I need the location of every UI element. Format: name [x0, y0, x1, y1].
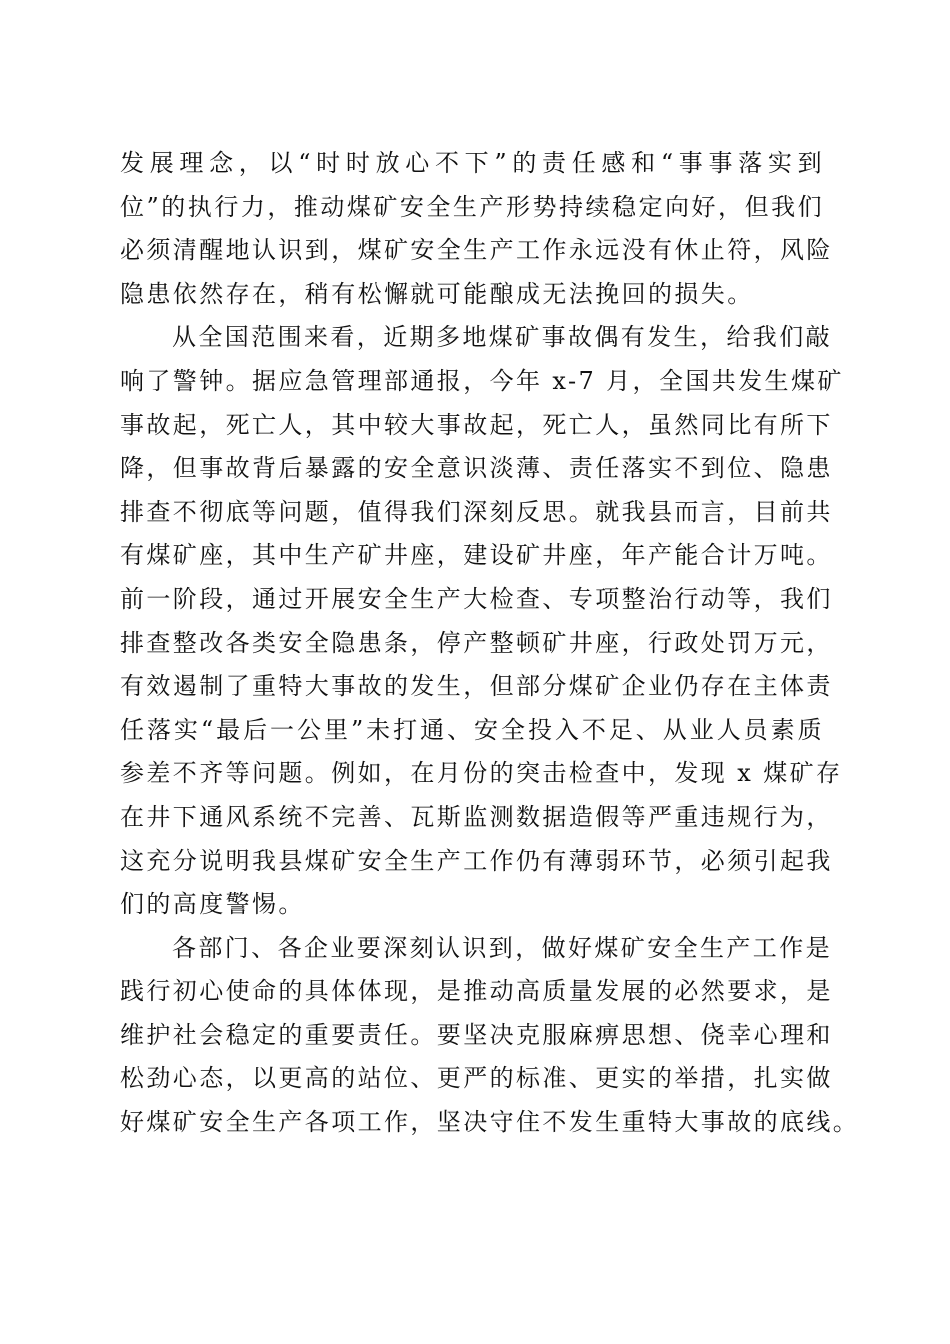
text-line: 们的高度警惕。 — [120, 890, 305, 919]
text-line: 维护社会稳定的重要责任。要坚决克服麻痹思想、侥幸心理和 — [120, 1020, 833, 1049]
text-line: 事故起，死亡人，其中较大事故起，死亡人，虽然同比有所下 — [120, 410, 833, 439]
text-line: 这充分说明我县煤矿安全生产工作仍有薄弱环节，必须引起我 — [120, 846, 833, 875]
text-line: 排查不彻底等问题，值得我们深刻反思。就我县而言，目前共 — [120, 497, 833, 526]
text-line: 有煤矿座，其中生产矿井座，建设矿井座，年产能合计万吨。 — [120, 541, 833, 570]
text-line: 各部门、各企业要深刻认识到，做好煤矿安全生产工作是 — [172, 933, 832, 962]
text-line: 必须清醒地认识到，煤矿安全生产工作永远没有休止符，风险 — [120, 236, 833, 265]
text-line: 发展理念，以“时时放心不下”的责任感和“事事落实到 — [120, 149, 824, 177]
text-line: 参差不齐等问题。例如，在月份的突击检查中，发现 x 煤矿存 — [120, 759, 843, 788]
paragraph-3 — [120, 927, 860, 1145]
text-line: 前一阶段，通过开展安全生产大检查、专项整治行动等，我们 — [120, 584, 833, 613]
text-line: 在井下通风系统不完善、瓦斯监测数据造假等严重违规行为， — [120, 802, 833, 831]
paragraph-1 — [120, 142, 833, 316]
text-line: 降，但事故背后暴露的安全意识淡薄、责任落实不到位、隐患 — [120, 454, 833, 483]
text-line: 有效遏制了重特大事故的发生，但部分煤矿企业仍存在主体责 — [120, 672, 833, 701]
text-line: 隐患依然存在，稍有松懈就可能酿成无法挽回的损失。 — [120, 279, 754, 308]
document-body — [120, 142, 860, 1145]
text-line: 位”的执行力，推动煤矿安全生产形势持续稳定向好，但我们 — [120, 192, 824, 221]
text-line: 好煤矿安全生产各项工作，坚决守住不发生重特大事故的底线。 — [120, 1108, 860, 1137]
text-line: 任落实“最后一公里”未打通、安全投入不足、从业人员素质 — [120, 715, 824, 744]
text-line: 从全国范围来看，近期多地煤矿事故偶有发生，给我们敲 — [172, 323, 832, 352]
paragraph-2 — [120, 316, 844, 926]
text-line: 松劲心态，以更高的站位、更严的标准、更实的举措，扎实做 — [120, 1064, 833, 1093]
text-line: 排查整改各类安全隐患条，停产整顿矿井座，行政处罚万元， — [120, 628, 833, 657]
text-line: 践行初心使命的具体体现，是推动高质量发展的必然要求，是 — [120, 977, 833, 1006]
text-line: 响了警钟。据应急管理部通报，今年 x-7 月，全国共发生煤矿 — [120, 366, 844, 395]
